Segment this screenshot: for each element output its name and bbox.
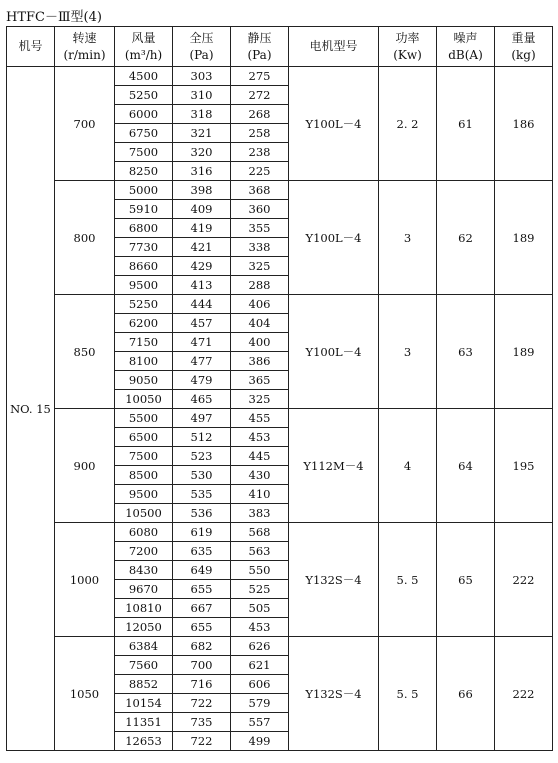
static-pressure-cell: 550 (231, 561, 289, 580)
static-pressure-cell: 368 (231, 181, 289, 200)
power-cell: 5. 5 (379, 523, 437, 637)
power-cell: 4 (379, 409, 437, 523)
power-cell: 5. 5 (379, 637, 437, 751)
static-pressure-cell: 272 (231, 86, 289, 105)
airflow-cell: 5000 (115, 181, 173, 200)
airflow-cell: 8660 (115, 257, 173, 276)
header-static-pressure: 静压 (Pa) (231, 27, 289, 67)
static-pressure-cell: 225 (231, 162, 289, 181)
power-cell: 2. 2 (379, 67, 437, 181)
airflow-cell: 5250 (115, 295, 173, 314)
static-pressure-cell: 621 (231, 656, 289, 675)
airflow-cell: 10810 (115, 599, 173, 618)
static-pressure-cell: 258 (231, 124, 289, 143)
total-pressure-cell: 536 (173, 504, 231, 523)
speed-cell: 850 (55, 295, 115, 409)
total-pressure-cell: 722 (173, 732, 231, 751)
static-pressure-cell: 338 (231, 238, 289, 257)
power-cell: 3 (379, 181, 437, 295)
table-row (7, 637, 553, 656)
table-title: HTFC－Ⅲ型(4) (6, 10, 102, 25)
airflow-cell: 6750 (115, 124, 173, 143)
noise-cell: 62 (437, 181, 495, 295)
static-pressure-cell: 288 (231, 276, 289, 295)
airflow-cell: 8500 (115, 466, 173, 485)
total-pressure-cell: 655 (173, 580, 231, 599)
total-pressure-cell: 735 (173, 713, 231, 732)
static-pressure-cell: 568 (231, 523, 289, 542)
total-pressure-cell: 477 (173, 352, 231, 371)
static-pressure-cell: 325 (231, 390, 289, 409)
weight-cell: 222 (495, 637, 553, 751)
airflow-cell: 6200 (115, 314, 173, 333)
total-pressure-cell: 682 (173, 637, 231, 656)
weight-cell: 195 (495, 409, 553, 523)
airflow-cell: 5910 (115, 200, 173, 219)
header-power: 功率 (Kw) (379, 27, 437, 67)
total-pressure-cell: 667 (173, 599, 231, 618)
total-pressure-cell: 530 (173, 466, 231, 485)
static-pressure-cell: 268 (231, 105, 289, 124)
header-model-no: 机号 (7, 27, 55, 67)
static-pressure-cell: 430 (231, 466, 289, 485)
total-pressure-cell: 398 (173, 181, 231, 200)
static-pressure-cell: 505 (231, 599, 289, 618)
airflow-cell: 9500 (115, 485, 173, 504)
header-total-pressure: 全压 (Pa) (173, 27, 231, 67)
total-pressure-cell: 419 (173, 219, 231, 238)
total-pressure-cell: 316 (173, 162, 231, 181)
static-pressure-cell: 386 (231, 352, 289, 371)
airflow-cell: 12050 (115, 618, 173, 637)
airflow-cell: 6800 (115, 219, 173, 238)
total-pressure-cell: 318 (173, 105, 231, 124)
speed-cell: 700 (55, 67, 115, 181)
static-pressure-cell: 557 (231, 713, 289, 732)
static-pressure-cell: 275 (231, 67, 289, 86)
airflow-cell: 8852 (115, 675, 173, 694)
motor-cell: Y132S－4 (289, 637, 379, 751)
weight-cell: 189 (495, 295, 553, 409)
table-row (7, 67, 553, 86)
speed-cell: 800 (55, 181, 115, 295)
power-cell: 3 (379, 295, 437, 409)
total-pressure-cell: 429 (173, 257, 231, 276)
airflow-cell: 9670 (115, 580, 173, 599)
total-pressure-cell: 457 (173, 314, 231, 333)
static-pressure-cell: 404 (231, 314, 289, 333)
total-pressure-cell: 655 (173, 618, 231, 637)
total-pressure-cell: 409 (173, 200, 231, 219)
airflow-cell: 7200 (115, 542, 173, 561)
total-pressure-cell: 535 (173, 485, 231, 504)
total-pressure-cell: 444 (173, 295, 231, 314)
static-pressure-cell: 445 (231, 447, 289, 466)
total-pressure-cell: 523 (173, 447, 231, 466)
weight-cell: 186 (495, 67, 553, 181)
noise-cell: 63 (437, 295, 495, 409)
airflow-cell: 5250 (115, 86, 173, 105)
motor-cell: Y100L－4 (289, 181, 379, 295)
airflow-cell: 7730 (115, 238, 173, 257)
airflow-cell: 8250 (115, 162, 173, 181)
static-pressure-cell: 453 (231, 618, 289, 637)
airflow-cell: 12653 (115, 732, 173, 751)
total-pressure-cell: 471 (173, 333, 231, 352)
header-weight: 重量 (kg) (495, 27, 553, 67)
static-pressure-cell: 365 (231, 371, 289, 390)
static-pressure-cell: 579 (231, 694, 289, 713)
total-pressure-cell: 479 (173, 371, 231, 390)
airflow-cell: 6384 (115, 637, 173, 656)
total-pressure-cell: 303 (173, 67, 231, 86)
static-pressure-cell: 360 (231, 200, 289, 219)
airflow-cell: 8430 (115, 561, 173, 580)
table-row (7, 409, 553, 428)
total-pressure-cell: 320 (173, 143, 231, 162)
static-pressure-cell: 525 (231, 580, 289, 599)
motor-cell: Y112M－4 (289, 409, 379, 523)
speed-cell: 1000 (55, 523, 115, 637)
motor-cell: Y100L－4 (289, 67, 379, 181)
total-pressure-cell: 413 (173, 276, 231, 295)
table-row (7, 295, 553, 314)
header-motor: 电机型号 (289, 27, 379, 67)
static-pressure-cell: 453 (231, 428, 289, 447)
airflow-cell: 7500 (115, 143, 173, 162)
airflow-cell: 9500 (115, 276, 173, 295)
noise-cell: 65 (437, 523, 495, 637)
noise-cell: 64 (437, 409, 495, 523)
airflow-cell: 10050 (115, 390, 173, 409)
static-pressure-cell: 355 (231, 219, 289, 238)
static-pressure-cell: 406 (231, 295, 289, 314)
machine-number-cell: NO. 15 (7, 67, 55, 751)
airflow-cell: 6500 (115, 428, 173, 447)
airflow-cell: 5500 (115, 409, 173, 428)
total-pressure-cell: 649 (173, 561, 231, 580)
airflow-cell: 11351 (115, 713, 173, 732)
static-pressure-cell: 626 (231, 637, 289, 656)
total-pressure-cell: 421 (173, 238, 231, 257)
spec-table-body (7, 67, 553, 751)
total-pressure-cell: 497 (173, 409, 231, 428)
airflow-cell: 8100 (115, 352, 173, 371)
static-pressure-cell: 455 (231, 409, 289, 428)
header-airflow: 风量 (m³/h) (115, 27, 173, 67)
airflow-cell: 10500 (115, 504, 173, 523)
airflow-cell: 7560 (115, 656, 173, 675)
total-pressure-cell: 512 (173, 428, 231, 447)
airflow-cell: 7500 (115, 447, 173, 466)
static-pressure-cell: 606 (231, 675, 289, 694)
airflow-cell: 6080 (115, 523, 173, 542)
total-pressure-cell: 716 (173, 675, 231, 694)
total-pressure-cell: 700 (173, 656, 231, 675)
total-pressure-cell: 619 (173, 523, 231, 542)
static-pressure-cell: 383 (231, 504, 289, 523)
total-pressure-cell: 321 (173, 124, 231, 143)
airflow-cell: 7150 (115, 333, 173, 352)
static-pressure-cell: 400 (231, 333, 289, 352)
header-speed: 转速 (r/min) (55, 27, 115, 67)
spec-table (6, 26, 553, 751)
speed-cell: 900 (55, 409, 115, 523)
total-pressure-cell: 722 (173, 694, 231, 713)
total-pressure-cell: 465 (173, 390, 231, 409)
total-pressure-cell: 635 (173, 542, 231, 561)
weight-cell: 189 (495, 181, 553, 295)
airflow-cell: 10154 (115, 694, 173, 713)
static-pressure-cell: 499 (231, 732, 289, 751)
motor-cell: Y132S－4 (289, 523, 379, 637)
airflow-cell: 4500 (115, 67, 173, 86)
table-row (7, 181, 553, 200)
header-row (7, 27, 553, 67)
static-pressure-cell: 563 (231, 542, 289, 561)
static-pressure-cell: 410 (231, 485, 289, 504)
noise-cell: 66 (437, 637, 495, 751)
header-noise: 噪声 dB(A) (437, 27, 495, 67)
total-pressure-cell: 310 (173, 86, 231, 105)
table-row (7, 523, 553, 542)
weight-cell: 222 (495, 523, 553, 637)
noise-cell: 61 (437, 67, 495, 181)
static-pressure-cell: 325 (231, 257, 289, 276)
motor-cell: Y100L－4 (289, 295, 379, 409)
airflow-cell: 6000 (115, 105, 173, 124)
airflow-cell: 9050 (115, 371, 173, 390)
speed-cell: 1050 (55, 637, 115, 751)
static-pressure-cell: 238 (231, 143, 289, 162)
